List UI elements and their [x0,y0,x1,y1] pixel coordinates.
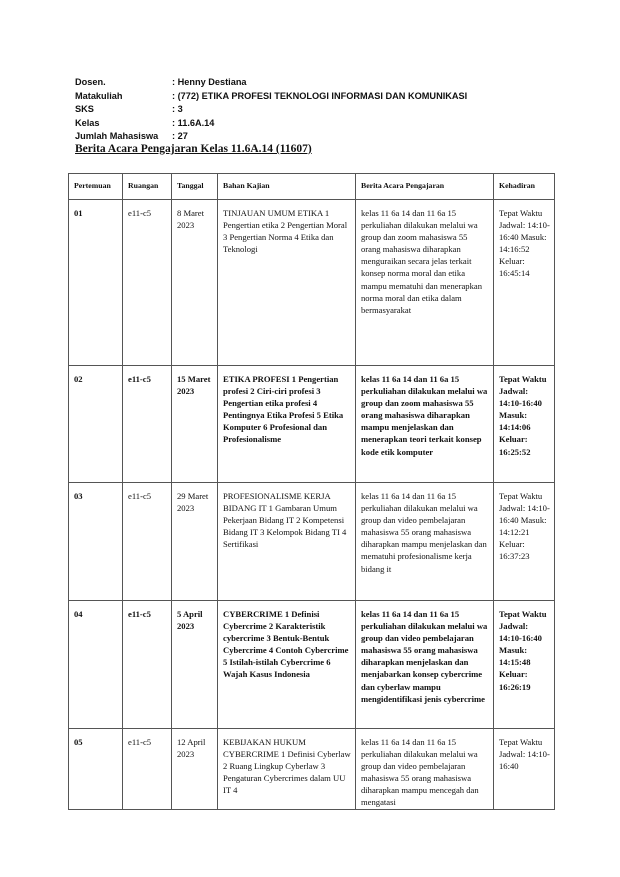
cell-bahan-kajian: PROFESIONALISME KERJA BIDANG IT 1 Gambaran Umum Pekerjaan Bidang IT 2 Kompetensi Bidang IT 3 Kelompok Bidang TI 4 Sertifikasi [218,483,356,601]
table-row [69,483,555,601]
cell-bahan-kajian: ETIKA PROFESI 1 Pengertian profesi 2 Ciri-ciri profesi 3 Pengertian etika profesi 4 Pentingnya Etika Profesi 5 Etika Komputer 6 Profesional dan Profesionalisme [218,366,356,483]
info-value: : 11.6A.14 [172,117,215,128]
cell-berita-acara: kelas 11 6a 14 dan 11 6a 15 perkuliahan dilakukan melalui wa group dan video pembelajaran mahasiswa 55 orang mahasiswa diharapkan mampu mencegah dan mengatasi [356,729,494,810]
info-label: Dosen. [75,77,106,87]
attendance-table [68,173,555,810]
cell-bahan-kajian: TINJAUAN UMUM ETIKA 1 Pengertian etika 2 Pengertian Moral 3 Pengertian Norma 4 Etika dan Teknologi [218,200,356,366]
cell-ruangan: e11-c5 [123,483,172,601]
cell-tanggal: 8 Maret 2023 [172,200,218,366]
cell-pertemuan: 04 [69,601,123,729]
cell-berita-acara: kelas 11 6a 14 dan 11 6a 15 perkuliahan dilakukan melalui wa group dan video pembelajaran mahasiswa 55 orang mahasiswa diharapkan menjelaskan dan menjabarkan konsep cybercrime dan cyberlaw mampu mengidentifikasi jenis cybercrime [356,601,494,729]
info-row-matakuliah [75,90,467,104]
info-row-sks [75,103,467,117]
info-label: SKS [75,104,94,115]
cell-tanggal: 15 Maret 2023 [172,366,218,483]
info-value: : 3 [172,104,183,115]
info-label: Jumlah Mahasiswa [75,131,159,142]
column-header-tanggal: Tanggal [172,174,218,200]
page-title: Berita Acara Pengajaran Kelas 11.6A.14 (11607) [75,143,312,155]
table-row [69,729,555,810]
cell-bahan-kajian: CYBERCRIME 1 Definisi Cybercrime 2 Karakteristik cybercrime 3 Bentuk-Bentuk Cybercrime 4 Contoh Cybercrime 5 Istilah-istilah Cybercrime 6 Wajah Kasus Indonesia [218,601,356,729]
cell-pertemuan: 03 [69,483,123,601]
column-header-berita-acara: Berita Acara Pengajaran [356,174,494,200]
cell-ruangan: e11-c5 [123,729,172,810]
info-label: Kelas [75,117,100,128]
cell-ruangan: e11-c5 [123,601,172,729]
cell-berita-acara: kelas 11 6a 14 dan 11 6a 15 perkuliahan dilakukan melalui wa group dan zoom mahasiswa 55 orang mahasiswa diharapkan mampu menjelaskan dan menerapkan teori terkait konsep kode etik komputer [356,366,494,483]
cell-ruangan: e11-c5 [123,366,172,483]
cell-bahan-kajian: KEBIJAKAN HUKUM CYBERCRIME 1 Definisi Cyberlaw 2 Ruang Lingkup Cyberlaw 3 Pengaturan Cybercrimes dalam UU IT 4 [218,729,356,810]
table-row [69,601,555,729]
cell-pertemuan: 05 [69,729,123,810]
column-header-kehadiran: Kehadiran [494,174,555,200]
cell-kehadiran: Tepat Waktu Jadwal: 14:10-16:40 Masuk: 14:12:21 Keluar: 16:37:23 [494,483,555,601]
cell-pertemuan: 01 [69,200,123,366]
column-header-pertemuan: Pertemuan [69,174,123,200]
info-value: : (772) ETIKA PROFESI TEKNOLOGI INFORMASI DAN KOMUNIKASI [172,90,468,101]
cell-kehadiran: Tepat Waktu Jadwal: 14:10-16:40 Masuk: 14:14:06 Keluar: 16:25:52 [494,366,555,483]
cell-berita-acara: kelas 11 6a 14 dan 11 6a 15 perkuliahan dilakukan melalui wa group dan zoom mahasiswa 55 orang mahasiswa diharapkan menguraikan secara jelas terkait konsep norma moral dan etika mampu mematuhi dan menerapkan norma moral dan etika dalam bermasyarakat [356,200,494,366]
info-row-jumlah-mahasiswa [75,130,467,144]
table-row [69,366,555,483]
course-info [75,76,467,144]
info-value: : 27 [172,131,188,142]
cell-tanggal: 5 April 2023 [172,601,218,729]
table-header-row [69,174,555,200]
cell-tanggal: 29 Maret 2023 [172,483,218,601]
table-row [69,200,555,366]
cell-berita-acara: kelas 11 6a 14 dan 11 6a 15 perkuliahan dilakukan melalui wa group dan video pembelajaran mahasiswa 55 orang mahasiswa diharapkan mampu menjelaskan dan mematuhi profesionalisme kerja bidang it [356,483,494,601]
info-row-kelas [75,117,467,131]
cell-kehadiran: Tepat Waktu Jadwal: 14:10-16:40 Masuk: 14:15:48 Keluar: 16:26:19 [494,601,555,729]
cell-ruangan: e11-c5 [123,200,172,366]
cell-kehadiran: Tepat Waktu Jadwal: 14:10-16:40 Masuk: 14:16:52 Keluar: 16:45:14 [494,200,555,366]
info-value: : Henny Destiana [172,77,247,87]
info-label: Matakuliah [75,90,123,101]
cell-kehadiran: Tepat Waktu Jadwal: 14:10-16:40 [494,729,555,810]
cell-pertemuan: 02 [69,366,123,483]
column-header-ruangan: Ruangan [123,174,172,200]
column-header-bahan-kajian: Bahan Kajian [218,174,356,200]
info-row-dosen [75,76,467,90]
cell-tanggal: 12 April 2023 [172,729,218,810]
